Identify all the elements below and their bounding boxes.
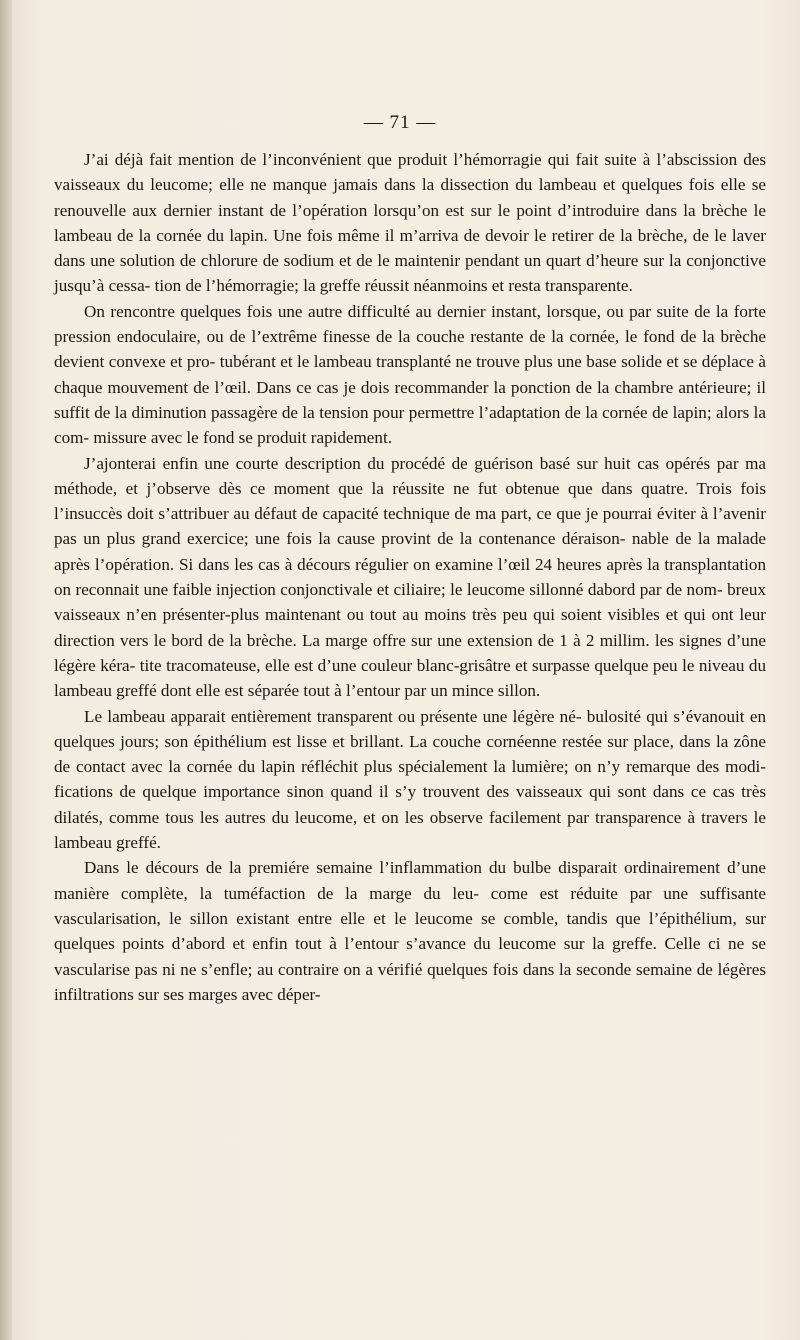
binding-edge: [0, 0, 12, 1340]
paragraph-healing-process: J’ajonterai enfin une courte description du procédé de guérison basé sur huit cas opérés par ma méthode, et j’observe dès ce moment que la réussite ne fut obtenue que dans quatre. Trois fois l’insuccès doit s’attribuer au défaut de capacité technique de ma part, ce que je pourrai éviter à l’avenir pas un plus grand exercice; une fois la cause provint de la contenance déraison- nable de la malade après l’opération. Si dans les cas à décours régulier on examine l’œil 24 heures après la transplantation on reconnait une faible injection conjonctivale et ciliaire; le leucome sillonné dabord par de nom- breux vaisseaux n’en présenter-plus maintenant ou tout au moins très peu qui soient visibles et qui ont leur direction vers le bord de la brèche. La marge offre sur une extension de 1 à 2 millim. les signes d’une légère kéra- tite tracomateuse, elle est d’une couleur blanc-grisâtre et surpasse quelque peu le niveau du lambeau greffé dont elle est séparée tout à l’entour par un mince sillon.: [54, 453, 766, 701]
page-number: — 71 —: [363, 112, 437, 133]
paragraph-hemorrhage: J’ai déjà fait mention de l’inconvénient que produit l’hémorragie qui fait suite à l’abscission des vaisseaux du leucome; elle ne manque jamais dans la dissection du lambeau et quelques fois elle se renouvelle aux dernier instant de l’opération lorsqu’on est sur le point d’introduire dans la brèche le lambeau de la cornée du lapin. Une fois même il m’arriva de devoir le retirer de la brèche, de le laver dans une solution de chlorure de sodium et de le maintenir pendant un quart d’heure sur la conjonctive jusqu’à cessa- tion de l’hémorragie; la greffe réussit néanmoins et resta transparente.: [54, 150, 766, 296]
paragraph-flap-appearance: Le lambeau apparait entièrement transparent ou présente une légère né- bulosité qui s’évanouit en quelques jours; son épithélium est lisse et brillant. La couche cornéenne restée sur place, dans la zône de contact avec la cornée du lapin réfléchit plus spécialement la lumière; on n’y remarque des modi- fications de quelque importance sinon quand il s’y trouvent des vaisseaux qui sont dans ce cas très dilatés, comme tous les autres du leucome, et on les observe facilement par transparence à travers le lambeau greffé.: [54, 706, 766, 853]
paragraph-first-week: Dans le décours de la premiére semaine l’inflammation du bulbe disparait ordinairement d’une manière complète, la tuméfaction de la marge du leu- come est réduite par une suffisante vascularisation, le sillon existant entre elle et le leucome se comble, tandis que l’épithélium, sur quelques points d’abord et enfin tout à l’entour s’avance du leucome sur la greffe. Celle ci ne se vascularise pas ni ne s’enfle; au contraire on a vérifié quelques fois dans la seconde semaine de légères infiltrations sur ses marges avec déper-: [54, 858, 766, 1004]
paragraph-difficulty: On rencontre quelques fois une autre difficulté au dernier instant, lorsque, ou par suite de la forte pression endoculaire, ou de l’extrême finesse de la couche restante de la cornée, le fond de la brèche devient convexe et pro- tubérant et le lambeau transplanté ne trouve plus une base solide et se déplace à chaque mouvement de l’œil. Dans ce cas je dois recommander la ponction de la chambre antérieure; il suffit de la diminution passagère de la tension pour permettre l’adaptation de la cornée de lapin; alors la com- missure avec le fond se produit rapidement.: [54, 301, 766, 448]
body-text: [54, 147, 766, 1007]
